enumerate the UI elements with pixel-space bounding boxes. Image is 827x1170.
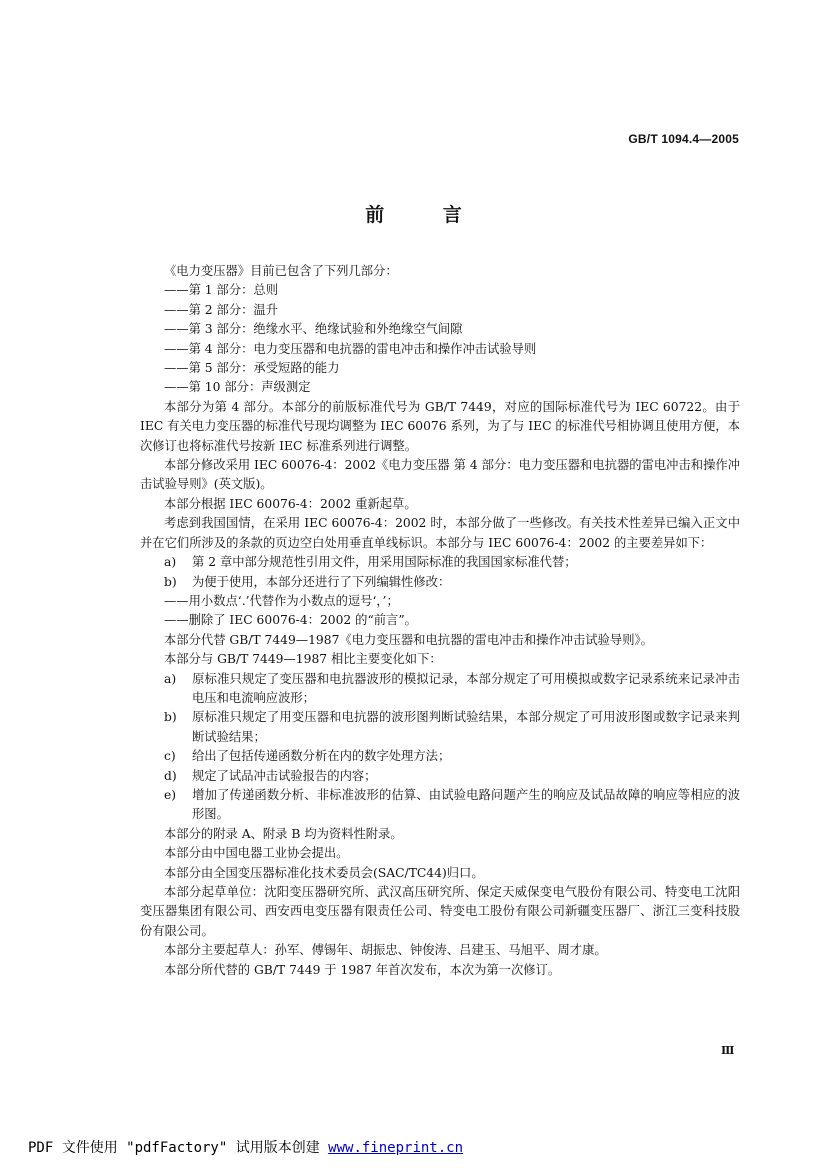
list-text: 增加了传递函数分析、非标准波形的估算、由试验电路问题产生的响应及试品故障的响应等相应的波形图。: [192, 787, 740, 822]
pdf-footer: [28, 1137, 463, 1157]
intro-paragraph: 《电力变压器》目前已包含了下列几部分：: [164, 264, 398, 278]
changes-paragraph: 本部分与 GB/T 7449—1987 相比主要变化如下：: [164, 652, 442, 667]
change-item: [140, 767, 740, 786]
list-marker: a): [164, 555, 177, 570]
standard-code: GB/T 1094.4—2005: [628, 132, 739, 146]
list-text: 原标准只规定了变压器和电抗器波形的模拟记录，本部分规定了可用模拟或数字记录系统来记录冲击电压和电流响应波形；: [192, 671, 740, 705]
diff-item: [140, 573, 740, 592]
differences-paragraph: 考虑到我国国情，在采用 IEC 60076-4：2002 时，本部分做了一些修改。有关技术性差异已编入正文中并在它们所涉及的条款的页边空白处用垂直单线标识。本部分与 IEC 60076-4：2002 的主要差异如下：: [140, 516, 740, 550]
parts-list-item: ——第 4 部分：电力变压器和电抗器的雷电冲击和操作冲击试验导则: [164, 341, 537, 356]
parts-list-item: ——第 3 部分：绝缘水平、绝缘试验和外绝缘空气间隙: [164, 322, 463, 337]
list-marker: b): [164, 574, 177, 589]
redraft-paragraph: 本部分根据 IEC 60076-4：2002 重新起草。: [164, 496, 417, 511]
committee-paragraph: 本部分由全国变压器标准化技术委员会(SAC/TC44)归口。: [164, 865, 484, 880]
page-title: 前 言: [365, 204, 488, 226]
list-marker: e): [164, 787, 177, 802]
parts-list-item: ——第 1 部分：总则: [164, 283, 279, 298]
edit-item: ——用小数点‘.’代替作为小数点的逗号‘，’；: [164, 593, 399, 608]
footer-text: PDF 文件使用 "pdfFactory" 试用版本创建: [28, 1140, 329, 1156]
document-body: [140, 262, 740, 980]
change-item: [140, 708, 740, 747]
page-number: Ⅲ: [721, 1044, 735, 1057]
change-item: [140, 670, 740, 709]
footer-link[interactable]: www.fineprint.cn: [328, 1140, 464, 1156]
parts-list-item: ——第 5 部分：承受短路的能力: [164, 361, 340, 376]
annex-paragraph: 本部分的附录 A、附录 B 均为资料性附录。: [164, 826, 403, 841]
list-marker: c): [164, 749, 176, 764]
drafting-units-paragraph: 本部分起草单位：沈阳变压器研究所、武汉高压研究所、保定天威保变电气股份有限公司、特变电工沈阳变压器集团有限公司、西安西电变压器有限责任公司、特变电工股份有限公司新疆变压器厂、浙江三变科技股份有限公司。: [140, 885, 740, 938]
list-text: 第 2 章中部分规范性引用文件，用采用国际标准的我国国家标准代替；: [192, 555, 577, 570]
edit-item: ——删除了 IEC 60076-4：2002 的“前言”。: [164, 613, 417, 628]
list-text: 规定了试品冲击试验报告的内容；: [192, 768, 377, 783]
list-marker: b): [164, 710, 177, 725]
list-marker: a): [164, 671, 177, 686]
replace-paragraph: 本部分代替 GB/T 7449—1987《电力变压器和电抗器的雷电冲击和操作冲击试验导则》。: [164, 632, 653, 647]
this-part-paragraph: 本部分为第 4 部分。本部分的前版标准代号为 GB/T 7449，对应的国际标准代号为 IEC 60722。由于 IEC 有关电力变压器的标准代号现均调整为 IEC 60076 系列，为了与 IEC 的标准代号相协调且使用方便，本次修订也将标准代号按新 IEC 标准系列进行调整。: [140, 399, 740, 453]
list-text: 为便于使用，本部分还进行了下列编辑性修改：: [192, 574, 451, 589]
proposer-paragraph: 本部分由中国电器工业协会提出。: [164, 846, 349, 861]
adopt-paragraph: 本部分修改采用 IEC 60076-4：2002《电力变压器 第 4 部分：电力变压器和电抗器的雷电冲击和操作冲击试验导则》(英文版)。: [140, 458, 740, 492]
diff-item: [140, 553, 740, 572]
change-item: [140, 786, 740, 825]
drafters-paragraph: 本部分主要起草人：孙军、傅锡年、胡振忠、钟俊涛、吕建玉、马旭平、周才康。: [164, 943, 607, 958]
change-item: [140, 747, 740, 766]
list-marker: d): [164, 768, 177, 783]
history-paragraph: 本部分所代替的 GB/T 7449 于 1987 年首次发布，本次为第一次修订。: [164, 962, 561, 977]
list-text: 给出了包括传递函数分析在内的数字处理方法；: [192, 749, 451, 764]
parts-list-item: ——第 10 部分：声级测定: [164, 380, 311, 395]
list-text: 原标准只规定了用变压器和电抗器的波形图判断试验结果，本部分规定了可用波形图或数字记录来判断试验结果；: [192, 710, 740, 744]
parts-list-item: ——第 2 部分：温升: [164, 302, 279, 317]
